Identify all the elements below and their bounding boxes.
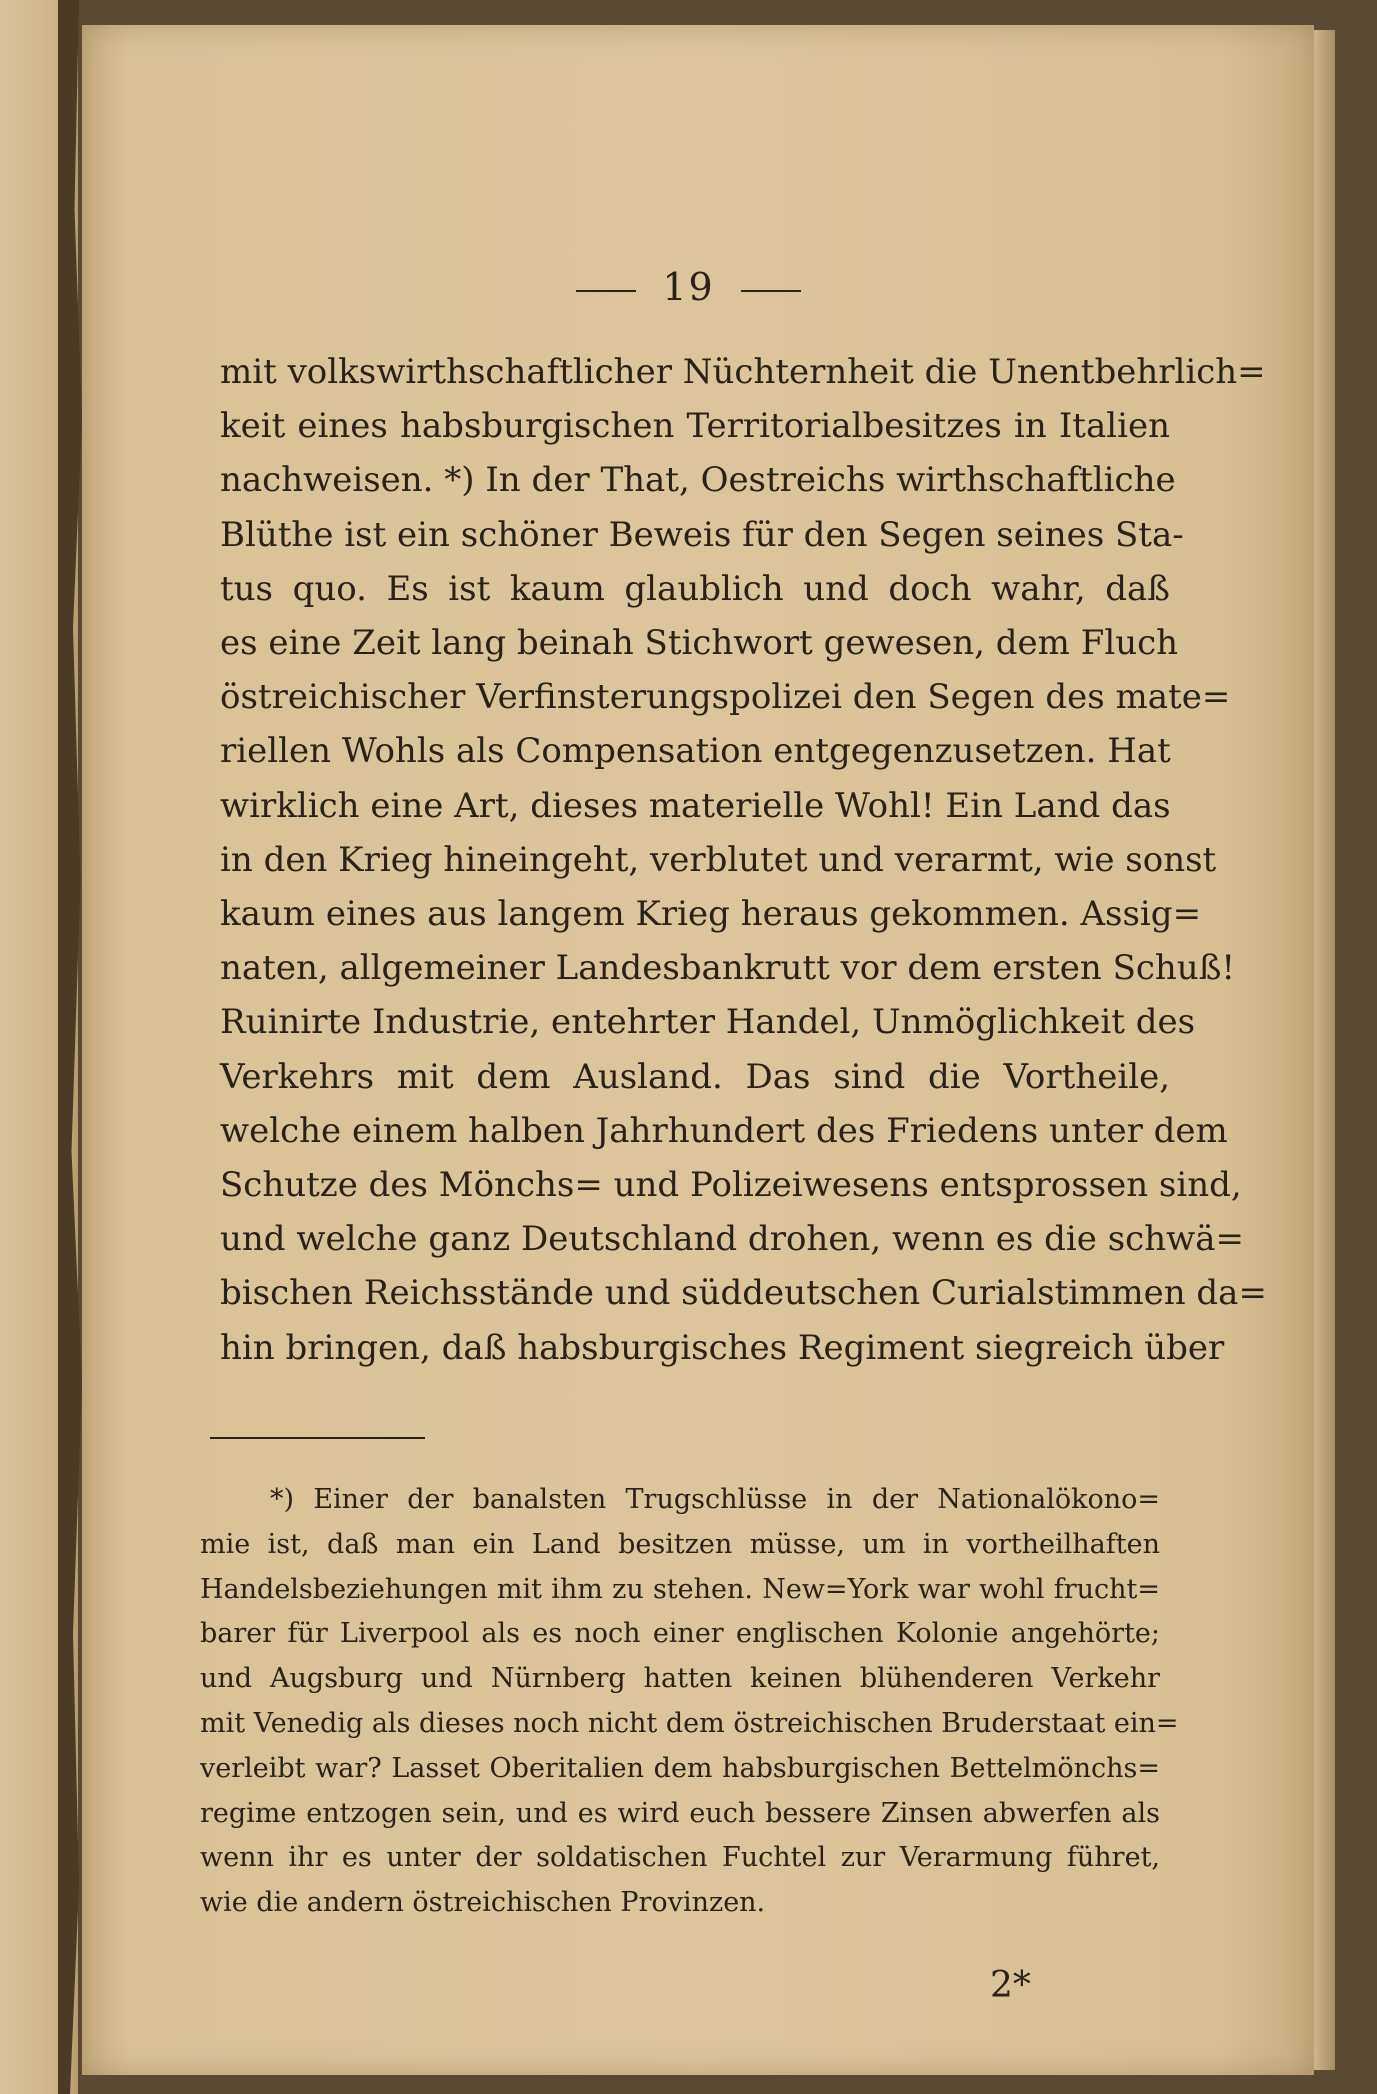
text-line: keit eines habsburgischen Territorialbesitzes in Italien bbox=[220, 406, 1170, 447]
footnote-separator bbox=[210, 1437, 425, 1439]
text-line: kaum eines aus langem Krieg heraus gekommen. Assig= bbox=[220, 894, 1202, 935]
footnote-line: wenn ihr es unter der soldatischen Fuchtel zur Verarmung führet, bbox=[200, 1842, 1160, 1874]
header-dash-left bbox=[576, 290, 636, 292]
text-line: Ruinirte Industrie, entehrter Handel, Unmöglichkeit des bbox=[220, 1002, 1196, 1043]
footnote-line: mit Venedig als dieses noch nicht dem östreichischen Bruderstaat ein= bbox=[200, 1707, 1179, 1739]
footnote-line: *) Einer der banalsten Trugschlüsse in der Nationalökono= bbox=[270, 1484, 1160, 1515]
main-text bbox=[220, 345, 1267, 1375]
text-line: und welche ganz Deutschland drohen, wenn es die schwä= bbox=[220, 1219, 1244, 1260]
text-line: riellen Wohls als Compensation entgegenzusetzen. Hat bbox=[220, 731, 1171, 772]
text-line: Schutze des Mönchs= und Polizeiwesens entsprossen sind, bbox=[220, 1165, 1242, 1206]
text-line: Verkehrs mit dem Ausland. Das sind die Vortheile, bbox=[220, 1056, 1170, 1097]
footnote-line: Handelsbeziehungen mit ihm zu stehen. New=York war wohl frucht= bbox=[200, 1573, 1160, 1605]
text-line: Blüthe ist ein schöner Beweis für den Segen seines Sta- bbox=[220, 514, 1184, 555]
footnote bbox=[200, 1478, 1179, 1926]
text-line: mit volkswirthschaftlicher Nüchternheit die Unentbehrlich= bbox=[220, 352, 1266, 392]
text-line: es eine Zeit lang beinah Stichwort gewesen, dem Fluch bbox=[220, 623, 1179, 664]
footnote-line: barer für Liverpool als es noch einer englischen Kolonie angehörte; bbox=[200, 1618, 1160, 1650]
text-line: in den Krieg hineingeht, verblutet und verarmt, wie sonst bbox=[220, 839, 1217, 880]
footnote-line: mie ist, daß man ein Land besitzen müsse, um in vortheilhaften bbox=[200, 1528, 1160, 1560]
page-number: 19 bbox=[662, 265, 715, 309]
text-line: tus quo. Es ist kaum glaublich und doch wahr, daß bbox=[220, 568, 1170, 609]
text-line: welche einem halben Jahrhundert des Friedens unter dem bbox=[220, 1110, 1228, 1151]
text-line: nachweisen. *) In der That, Oestreichs wirthschaftliche bbox=[220, 460, 1176, 501]
text-line: hin bringen, daß habsburgisches Regiment siegreich über bbox=[220, 1327, 1225, 1368]
text-line: naten, allgemeiner Landesbankrutt vor dem ersten Schuß! bbox=[220, 948, 1236, 989]
text-line: östreichischer Verfinsterungspolizei den Segen des mate= bbox=[220, 677, 1231, 718]
footnote-line: und Augsburg und Nürnberg hatten keinen blühenderen Verkehr bbox=[200, 1663, 1160, 1695]
footnote-line: wie die andern östreichischen Provinzen. bbox=[200, 1887, 766, 1919]
page-number-header bbox=[0, 265, 1377, 309]
footnote-line: regime entzogen sein, und es wird euch bessere Zinsen abwerfen als bbox=[200, 1797, 1160, 1829]
signature-mark: 2* bbox=[990, 1965, 1031, 2006]
text-line: wirklich eine Art, dieses materielle Wohl! Ein Land das bbox=[220, 785, 1171, 826]
text-line: bischen Reichsstände und süddeutschen Curialstimmen da= bbox=[220, 1273, 1267, 1314]
footnote-line: verleibt war? Lasset Oberitalien dem habsburgischen Bettelmönchs= bbox=[200, 1752, 1160, 1784]
header-dash-right bbox=[741, 290, 801, 292]
